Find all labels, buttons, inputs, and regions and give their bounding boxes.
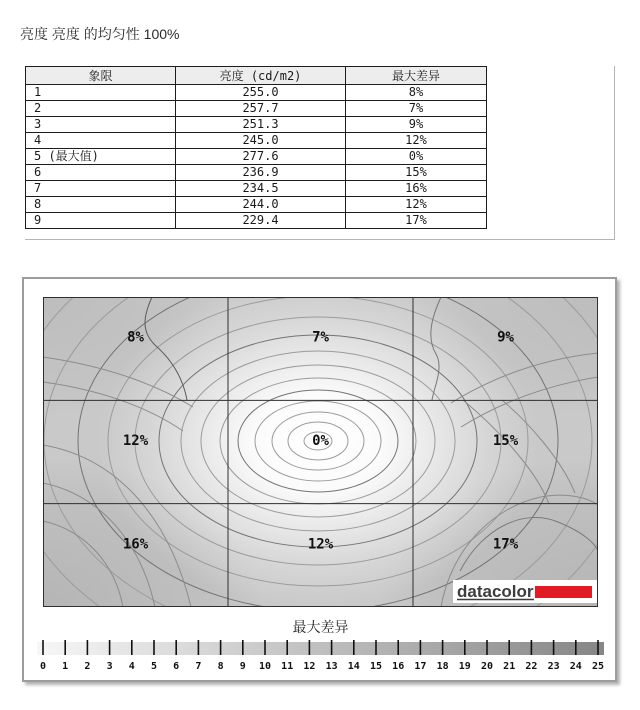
table-row [26, 181, 487, 197]
contour-chart [43, 297, 598, 607]
max-diff-cell: 17% [346, 213, 487, 229]
datacolor-logo-text: datacolor [457, 582, 534, 601]
quadrant-cell: 1 [26, 85, 176, 101]
datacolor-logo-red-bar [535, 586, 592, 598]
table-row [26, 213, 487, 229]
quadrant-cell: 8 [26, 197, 176, 213]
scale-tick-label: 0 [39, 661, 47, 672]
scale-tick-label: 15 [369, 661, 383, 672]
scale-tick-label: 2 [84, 661, 91, 672]
quadrant-cell: 7 [26, 181, 176, 197]
table-row [26, 149, 487, 165]
scale-tick-label: 13 [325, 661, 338, 672]
table-column-header: 最大差异 [346, 67, 487, 85]
max-diff-cell: 12% [346, 197, 487, 213]
uniformity-plot-panel [22, 277, 617, 682]
max-diff-cell: 9% [346, 117, 487, 133]
table-row [26, 165, 487, 181]
luminance-cell: 255.0 [176, 85, 346, 101]
scale-tick-label: 21 [503, 661, 516, 672]
scale-tick-label: 1 [62, 661, 69, 672]
luminance-cell: 236.9 [176, 165, 346, 181]
max-diff-cell: 12% [346, 133, 487, 149]
quadrant-cell: 3 [26, 117, 176, 133]
scale-tick-label: 7 [195, 661, 202, 672]
max-diff-cell: 15% [346, 165, 487, 181]
cell-percentage-label: 8% [127, 329, 144, 346]
scale-tick-label: 11 [281, 661, 294, 672]
scale-tick-label: 8 [217, 661, 224, 672]
luminance-cell: 229.4 [176, 213, 346, 229]
scale-tick-label: 20 [480, 661, 494, 672]
luminance-cell: 245.0 [176, 133, 346, 149]
scale-tick-label: 9 [239, 661, 246, 672]
table-row [26, 117, 487, 133]
datacolor-logo [453, 580, 598, 603]
cell-percentage-label: 9% [497, 329, 514, 346]
uniformity-table [25, 66, 487, 229]
scale-title: 最大差异 [292, 619, 349, 635]
cell-percentage-label: 17% [492, 536, 519, 553]
table-row [26, 197, 487, 213]
luminance-cell: 234.5 [176, 181, 346, 197]
max-diff-cell: 16% [346, 181, 487, 197]
scale-bar [37, 639, 607, 677]
max-diff-cell: 0% [346, 149, 487, 165]
table-column-header: 象限 [26, 67, 176, 85]
cell-percentage-label: 15% [492, 433, 519, 449]
cell-percentage-label: 12% [307, 536, 334, 553]
luminance-cell: 244.0 [176, 197, 346, 213]
scale-tick-label: 14 [347, 661, 360, 672]
table-row [26, 85, 487, 101]
table-header-row [26, 67, 487, 85]
scale-tick-label: 5 [150, 661, 158, 672]
scale-tick-label: 25 [591, 661, 605, 672]
quadrant-cell: 9 [26, 213, 176, 229]
quadrant-cell: 4 [26, 133, 176, 149]
table-panel [25, 66, 615, 240]
max-diff-cell: 7% [346, 101, 487, 117]
scale-tick-label: 4 [128, 661, 135, 672]
quadrant-cell: 2 [26, 101, 176, 117]
max-diff-cell: 8% [346, 85, 487, 101]
cell-percentage-label: 16% [122, 536, 149, 553]
quadrant-cell: 5 (最大值) [26, 149, 176, 165]
cell-percentage-label: 7% [312, 329, 329, 346]
scale-gradient-bar [37, 642, 604, 655]
scale-tick-label: 19 [458, 661, 471, 672]
cell-percentage-label: 0% [312, 433, 329, 449]
scale-tick-label: 10 [258, 661, 272, 672]
luminance-cell: 251.3 [176, 117, 346, 133]
table-body [26, 85, 487, 229]
scale-tick-label: 3 [106, 661, 113, 672]
luminance-cell: 277.6 [176, 149, 346, 165]
table-row [26, 133, 487, 149]
scale-tick-label: 22 [525, 661, 538, 672]
scale-tick-label: 18 [436, 661, 449, 672]
scale-tick-label: 12 [303, 661, 316, 672]
scale-tick-label: 16 [392, 661, 405, 672]
scale-tick-label: 23 [547, 661, 560, 672]
scale-tick-label: 24 [569, 661, 582, 672]
table-row [26, 101, 487, 117]
luminance-cell: 257.7 [176, 101, 346, 117]
table-column-header: 亮度 (cd/m2) [176, 67, 346, 85]
page-title: 亮度 亮度 的均匀性 100% [20, 26, 180, 42]
cell-percentage-label: 12% [122, 433, 149, 449]
scale-tick-label: 6 [173, 661, 180, 672]
quadrant-cell: 6 [26, 165, 176, 181]
scale-tick-label: 17 [414, 661, 427, 672]
